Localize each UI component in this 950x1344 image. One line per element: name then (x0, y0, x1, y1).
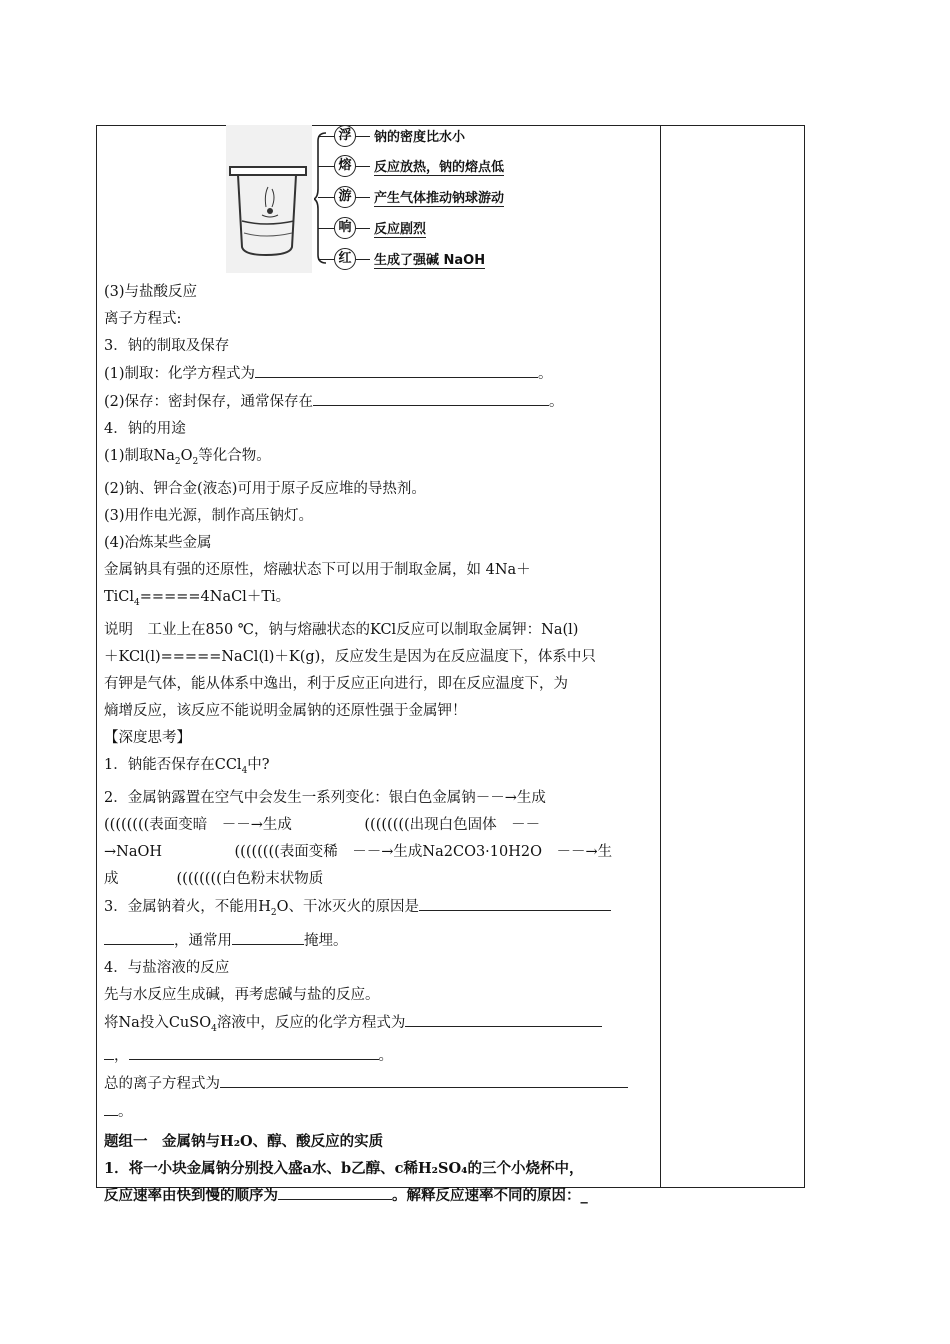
text-line (104, 1042, 656, 1070)
text-line (104, 1070, 656, 1098)
subscript: 2 (174, 456, 181, 467)
red-label: 生成了强碱 NaOH (374, 249, 485, 269)
sound-char: 响 (334, 217, 356, 239)
text-line: 离子方程式: (104, 311, 182, 327)
text-line: 说明 工业上在850 ℃，钠与熔融状态的KCl反应可以制取金属钾：Na(l) (104, 621, 579, 638)
text-span: 掩埋。 (304, 932, 348, 949)
text-line: ＋KCl(l)=====NaCl(l)＋K(g)，反应发生是因为在反应温度下，体系中只 (104, 648, 596, 665)
text-span: 等化合物。 (198, 448, 271, 464)
melt-label: 反应放热，钠的熔点低 (374, 156, 504, 176)
text-span: ，通常用 (174, 932, 232, 949)
answer-blank[interactable] (278, 1182, 392, 1200)
text-span: =====4NaCl＋Ti。 (139, 588, 291, 605)
text-span: 反应速率由快到慢的顺序为 (104, 1187, 278, 1205)
section-heading: 4．钠的用途 (104, 421, 186, 437)
question-group-title: 题组一 金属钠与H₂O、醇、酸反应的实质 (104, 1133, 384, 1151)
text-span: TiCl (104, 588, 135, 605)
section-heading: 【深度思考】 (104, 729, 191, 746)
text-line (104, 360, 656, 388)
text-line: 熵增反应，该反应不能说明金属钠的还原性强于金属钾！ (104, 702, 467, 719)
column-divider (660, 125, 661, 1188)
answer-blank[interactable] (104, 927, 174, 945)
subscript: 4 (134, 597, 140, 608)
main-cell (104, 125, 656, 1209)
connector (356, 136, 370, 137)
float-char: 浮 (334, 125, 356, 147)
answer-blank[interactable] (104, 1042, 114, 1060)
text-line: (4)冶炼某些金属 (104, 534, 212, 551)
text-span: 3．金属钠着火，不能用H (104, 898, 271, 915)
sound-label: 反应剧烈 (374, 218, 426, 238)
section-heading: 4．与盐溶液的反应 (104, 959, 230, 976)
text-span: 中? (247, 756, 270, 773)
text-line (104, 1098, 656, 1126)
text-span: O (180, 448, 193, 464)
connector (356, 197, 370, 198)
answer-blank[interactable] (255, 360, 538, 378)
answer-blank[interactable] (419, 893, 611, 911)
text-line (104, 752, 656, 785)
text-line: (3)用作电光源，制作高压钠灯。 (104, 507, 314, 524)
connector (356, 259, 370, 260)
connector (318, 197, 334, 198)
text-line: 有钾是气体，能从体系中逸出，利于反应正向进行，即在反应温度下，为 (104, 675, 568, 692)
text-span: (2)保存：密封保存，通常保存在 (104, 394, 314, 410)
section-heading: 3．钠的制取及保存 (104, 338, 230, 354)
answer-blank[interactable] (313, 388, 549, 406)
red-char: 红 (334, 248, 356, 270)
text-line (104, 1009, 656, 1043)
text-span: (1)制取：化学方程式为 (104, 366, 256, 382)
answer-blank[interactable] (104, 1098, 118, 1116)
swim-char: 游 (334, 186, 356, 208)
text-line (104, 584, 656, 617)
subscript: 4 (211, 1023, 217, 1034)
text-span: 溶液中，反应的化学方程式为 (216, 1014, 406, 1031)
text-line: 先与水反应生成碱，再考虑碱与盐的反应。 (104, 986, 380, 1003)
text-span: 。 (118, 1104, 133, 1121)
text-span: 总的离子方程式为 (104, 1076, 220, 1093)
melt-char: 熔 (334, 155, 356, 177)
text-line: (3)与盐酸反应 (104, 284, 198, 300)
text-span: 。解释反应速率不同的原因： (392, 1187, 581, 1205)
question-text (104, 1182, 656, 1209)
text-span: (1)制取Na (104, 448, 175, 464)
beaker-image (226, 125, 312, 273)
subscript: 2 (270, 907, 277, 918)
sodium-water-figure (226, 125, 566, 275)
text-span: 。 (538, 366, 553, 382)
text-span: 1．钠能否保存在CCl (104, 756, 242, 773)
answer-blank[interactable] (405, 1009, 602, 1027)
text-span: 。 (378, 1048, 393, 1065)
text-line: →NaOH ((((((((表面变稀 －－→生成Na2CO3·10H2O －－→生 (104, 843, 613, 860)
text-span: _ (580, 1187, 588, 1205)
connector (318, 136, 334, 137)
text-line: 金属钠具有强的还原性，熔融状态下可以用于制取金属，如 4Na＋ (104, 561, 531, 578)
connector (356, 166, 370, 167)
answer-blank[interactable] (129, 1042, 379, 1060)
text-line: ((((((((表面变暗 －－→生成 ((((((((出现白色固体 －－ (104, 816, 541, 833)
swim-label: 产生气体推动钠球游动 (374, 187, 504, 207)
answer-blank[interactable] (220, 1070, 628, 1088)
text-line (104, 388, 656, 416)
text-span: 。 (549, 394, 564, 410)
subscript: 4 (241, 765, 248, 776)
text-span: ， (114, 1048, 129, 1065)
connector (356, 228, 370, 229)
float-label: 钠的密度比水小 (374, 130, 466, 145)
text-line (104, 893, 656, 927)
text-span: 将Na投入CuSO (104, 1014, 212, 1031)
question-text: 1．将一小块金属钠分别投入盛a水、b乙醇、c稀H₂SO₄的三个小烧杯中， (104, 1160, 584, 1178)
text-line (104, 927, 656, 955)
connector (318, 259, 334, 260)
text-line: 成 ((((((((白色粉末状物质 (104, 870, 324, 887)
text-line: (2)钠、钾合金(液态)可用于原子反应堆的导热剂。 (104, 480, 426, 497)
connector (318, 166, 334, 167)
text-span: O、干冰灭火的原因是 (276, 898, 419, 915)
text-line (104, 443, 656, 476)
text-line: 2．金属钠露置在空气中会发生一系列变化：银白色金属钠－－→生成 (104, 789, 546, 806)
answer-blank[interactable] (232, 927, 304, 945)
subscript: 2 (192, 456, 199, 467)
connector (318, 228, 334, 229)
